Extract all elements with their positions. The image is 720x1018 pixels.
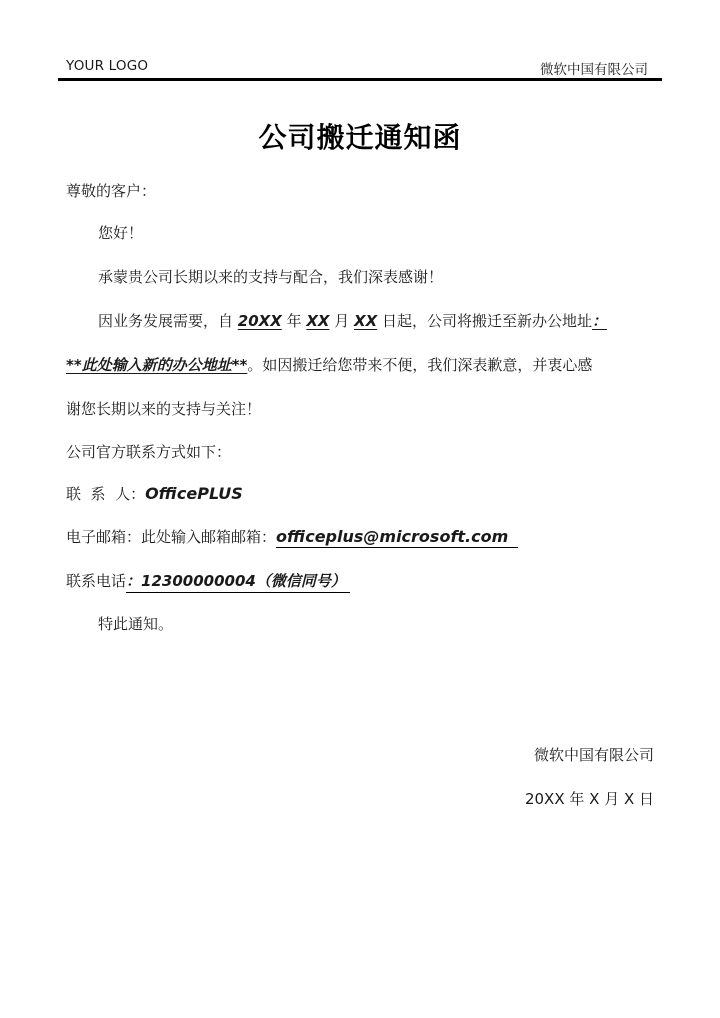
day-placeholder: XX [354,312,378,330]
header-company: 微软中国有限公司 [540,62,648,78]
apology-continuation: 谢您长期以来的支持与关注！ [66,400,262,418]
salutation: 尊敬的客户： [66,182,157,200]
phone-row [66,570,350,593]
apology-text: 如因搬迁给您带来不便，我们深表歉意，并衷心感 [262,356,593,374]
month-placeholder: XX [306,312,330,330]
notice-paragraph-line2 [66,354,592,375]
contact-person-value: OfficePLUS [145,484,243,503]
signature-date: 20XX 年 X 月 X 日 [524,790,654,808]
logo-text: YOUR LOGO [66,58,149,74]
email-value: officeplus@microsoft.com [276,527,518,548]
header-divider [58,78,662,81]
year-placeholder: 20XX [237,312,282,330]
contact-intro: 公司官方联系方式如下： [66,443,232,461]
thanks-paragraph: 承蒙贵公司长期以来的支持与配合，我们深表感谢！ [98,268,444,286]
email-label: 电子邮箱：此处输入邮箱邮箱： [66,528,277,546]
contact-person-row [66,483,243,504]
address-period: 。 [247,356,263,374]
page-title: 公司搬迁通知函 [258,121,462,154]
contact-person-label: 联 系 人： [66,485,146,503]
page-header [58,56,662,80]
notice-paragraph-line1 [98,310,607,331]
year-unit: 年 [281,312,307,330]
closing-text: 特此通知。 [98,615,174,633]
signature-company: 微软中国有限公司 [533,746,654,764]
phone-label: 联系电话 [66,572,127,590]
day-suffix: 日起，公司将搬迁至新办公地址 [377,312,592,330]
greeting: 您好！ [98,224,144,242]
notice-prefix: 因业务发展需要，自 [98,312,238,330]
email-row [66,526,518,548]
month-unit: 月 [329,312,355,330]
address-colon: ： [591,312,607,330]
new-address-placeholder: **此处输入新的办公地址** [66,356,248,374]
phone-value: ：12300000004（微信同号） [126,570,350,593]
